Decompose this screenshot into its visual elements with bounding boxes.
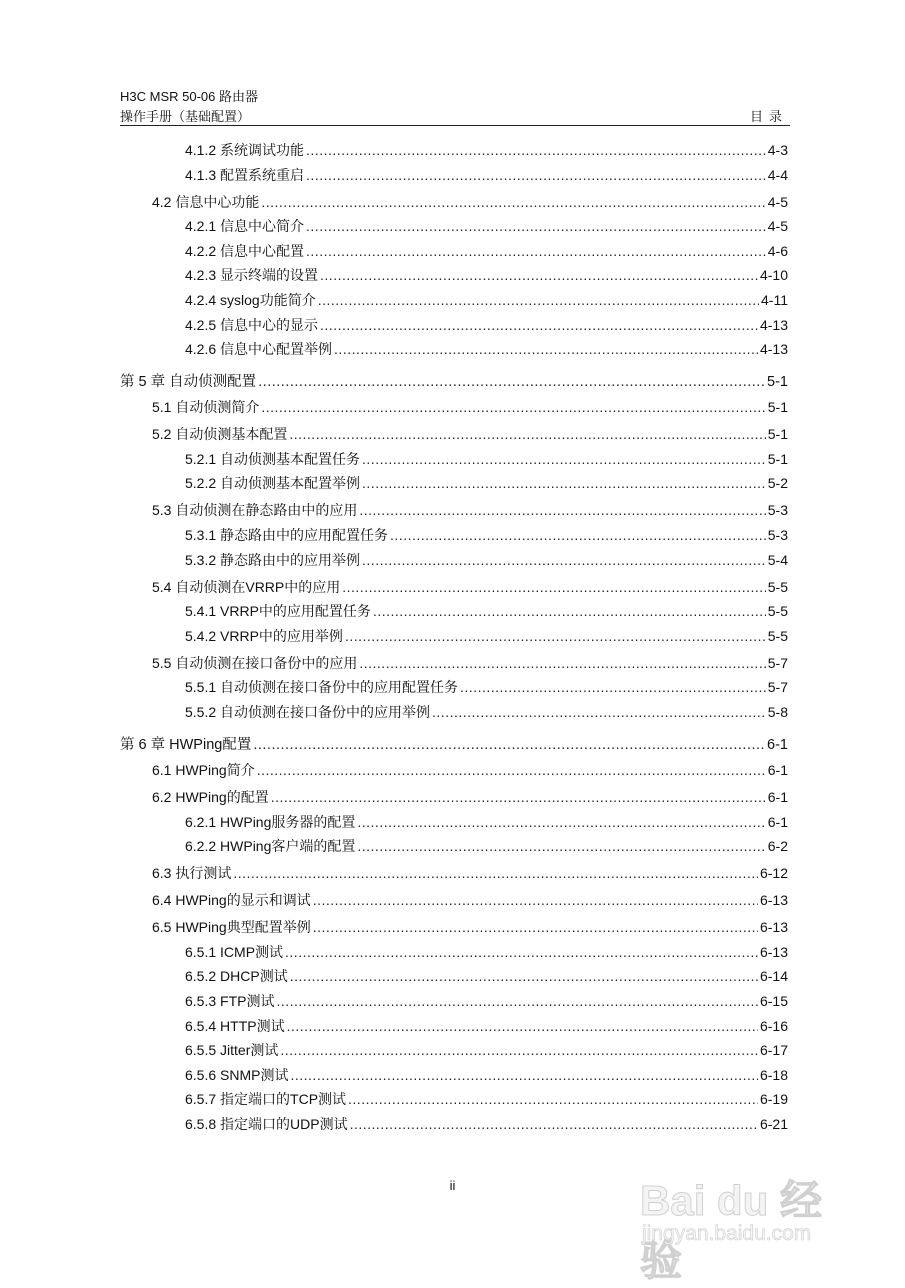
toc-entry-title: 4.2.1 信息中心简介 bbox=[185, 218, 305, 235]
toc-leader-dots bbox=[306, 167, 766, 183]
toc-entry-page: 4-4 bbox=[767, 166, 788, 183]
toc-entry-page: 5-5 bbox=[767, 578, 788, 595]
toc-entry-title: 5.3.2 静态路由中的应用举例 bbox=[185, 551, 361, 568]
toc-leader-dots bbox=[257, 762, 766, 778]
toc-entry[interactable] bbox=[185, 473, 788, 493]
toc-leader-dots bbox=[390, 527, 766, 543]
toc-entry-title: 6.2 HWPing的配置 bbox=[152, 789, 269, 805]
toc-entry-page: 5-7 bbox=[767, 679, 788, 696]
toc-entry-title: 5.4 自动侦测在VRRP中的应用 bbox=[152, 578, 341, 595]
toc-entry-page: 6-21 bbox=[759, 1116, 788, 1132]
toc-entry-title: 4.1.3 配置系统重启 bbox=[185, 166, 305, 183]
toc-entry-title: 4.2 信息中心功能 bbox=[152, 193, 260, 210]
toc-entry-title: 5.5.1 自动侦测在接口备份中的应用配置任务 bbox=[185, 679, 459, 696]
header-rule bbox=[120, 125, 790, 126]
toc-entry-page: 6-13 bbox=[759, 919, 788, 936]
toc-leader-dots bbox=[290, 968, 758, 984]
toc-entry-title: 4.2.6 信息中心配置举例 bbox=[185, 341, 333, 358]
toc-leader-dots bbox=[432, 704, 766, 720]
toc-leader-dots bbox=[313, 919, 758, 935]
toc-entry-page: 6-12 bbox=[759, 865, 788, 882]
toc-entry-title: 6.5.4 HTTP测试 bbox=[185, 1017, 285, 1034]
toc-entry-title: 6.5.5 Jitter测试 bbox=[185, 1042, 279, 1059]
toc-entry-page: 6-13 bbox=[759, 943, 788, 960]
toc-entry-page: 6-19 bbox=[759, 1091, 788, 1108]
header-product: H3C MSR 50-06 路由器 bbox=[120, 89, 258, 104]
header-manual: 操作手册（基础配置） bbox=[120, 109, 251, 124]
toc-leader-dots bbox=[359, 502, 765, 518]
toc-entry-title: 6.4 HWPing的显示和调试 bbox=[152, 892, 311, 909]
toc-entry-page: 6-17 bbox=[759, 1042, 788, 1059]
toc-entry-title: 6.5.6 SNMP测试 bbox=[185, 1066, 289, 1083]
toc-entry-page: 5-3 bbox=[767, 502, 788, 519]
toc-entry-page: 4-13 bbox=[759, 341, 788, 358]
toc-leader-dots bbox=[306, 243, 766, 259]
toc-entry-title: 5.2.1 自动侦测基本配置任务 bbox=[185, 450, 361, 467]
toc-entry-title: 5.5.2 自动侦测在接口备份中的应用举例 bbox=[185, 704, 431, 720]
toc-entry-page: 4-13 bbox=[759, 316, 788, 333]
toc-entry-page: 5-3 bbox=[767, 527, 788, 543]
toc-leader-dots bbox=[233, 865, 758, 881]
toc-entry-title: 6.3 执行测试 bbox=[152, 865, 232, 882]
toc-entry-title: 5.3.1 静态路由中的应用配置任务 bbox=[185, 527, 389, 543]
toc-entry-page: 6-1 bbox=[767, 762, 788, 778]
toc-entry-page: 4-3 bbox=[767, 142, 788, 158]
toc-entry[interactable] bbox=[152, 397, 788, 417]
toc-entry-title: 5.4.2 VRRP中的应用举例 bbox=[185, 627, 343, 644]
toc-entry-title: 6.5 HWPing典型配置举例 bbox=[152, 919, 311, 936]
toc-entry[interactable] bbox=[152, 890, 788, 910]
toc-leader-dots bbox=[258, 374, 765, 390]
toc-entry-title: 5.3 自动侦测在静态路由中的应用 bbox=[152, 502, 358, 519]
baidu-watermark-logo: Bai du 经验 jingyan.baidu.com bbox=[640, 1177, 823, 1284]
toc-entry[interactable] bbox=[152, 500, 788, 520]
page-number: ii bbox=[449, 1178, 456, 1193]
toc-leader-dots bbox=[290, 1067, 757, 1083]
toc-entry-title: 5.1 自动侦测简介 bbox=[152, 399, 260, 416]
toc-entry[interactable] bbox=[152, 863, 788, 883]
toc-entry[interactable] bbox=[185, 140, 788, 160]
toc-entry[interactable] bbox=[185, 991, 788, 1011]
toc-entry-page: 5-2 bbox=[767, 475, 788, 492]
toc-entry-title: 6.1 HWPing简介 bbox=[152, 762, 255, 778]
toc-entry-page: 6-18 bbox=[759, 1066, 788, 1083]
toc-entry[interactable] bbox=[185, 449, 788, 469]
toc-entry-page: 4-6 bbox=[767, 242, 788, 259]
toc-entry[interactable] bbox=[185, 315, 788, 335]
toc-leader-dots bbox=[357, 814, 765, 830]
toc-entry[interactable] bbox=[152, 653, 788, 673]
toc-entry-title: 5.5 自动侦测在接口备份中的应用 bbox=[152, 654, 358, 671]
toc-entry-title: 5.2.2 自动侦测基本配置举例 bbox=[185, 475, 361, 492]
toc-leader-dots bbox=[460, 679, 766, 695]
toc-entry-page: 5-1 bbox=[767, 399, 788, 416]
toc-entry-page: 5-4 bbox=[767, 551, 788, 568]
toc-entry-page: 6-1 bbox=[767, 813, 788, 830]
toc-leader-dots bbox=[362, 475, 766, 491]
toc-entry-page: 5-5 bbox=[767, 603, 788, 620]
toc-leader-dots bbox=[285, 944, 758, 960]
toc-leader-dots bbox=[334, 341, 758, 357]
toc-leader-dots bbox=[289, 426, 765, 442]
toc-leader-dots bbox=[261, 194, 765, 210]
toc-entry-page: 4-11 bbox=[761, 292, 788, 308]
toc-entry[interactable] bbox=[185, 1089, 788, 1109]
toc-leader-dots bbox=[373, 603, 766, 619]
toc-leader-dots bbox=[362, 451, 766, 467]
toc-leader-dots bbox=[271, 789, 766, 805]
toc-leader-dots bbox=[342, 579, 766, 595]
toc-entry-page: 4-5 bbox=[767, 193, 788, 210]
toc-entry[interactable] bbox=[185, 966, 788, 986]
toc-entry-title: 4.2.4 syslog功能简介 bbox=[185, 292, 316, 308]
toc-entry-title: 6.5.7 指定端口的TCP测试 bbox=[185, 1091, 347, 1108]
toc-entry-title: 6.5.8 指定端口的UDP测试 bbox=[185, 1116, 348, 1132]
toc-entry[interactable] bbox=[185, 525, 788, 545]
toc-entry[interactable] bbox=[185, 1040, 788, 1060]
toc-leader-dots bbox=[357, 838, 765, 854]
toc-entry-title: 5.4.1 VRRP中的应用配置任务 bbox=[185, 603, 371, 620]
toc-leader-dots bbox=[359, 655, 765, 671]
toc-entry-page: 6-1 bbox=[767, 737, 788, 753]
toc-entry-page: 4-5 bbox=[767, 218, 788, 235]
toc-leader-dots bbox=[320, 317, 758, 333]
toc-chapter-entry[interactable] bbox=[120, 370, 788, 390]
toc-entry[interactable] bbox=[185, 290, 788, 310]
toc-entry-title: 第 6 章 HWPing配置 bbox=[120, 737, 252, 753]
toc-entry-page: 5-8 bbox=[767, 704, 788, 720]
toc-entry-page: 6-2 bbox=[767, 838, 788, 855]
toc-entry[interactable] bbox=[185, 165, 788, 185]
toc-leader-dots bbox=[306, 218, 766, 234]
toc-leader-dots bbox=[318, 292, 759, 308]
toc-leader-dots bbox=[280, 1042, 758, 1058]
toc-entry[interactable] bbox=[152, 577, 788, 597]
toc-leader-dots bbox=[276, 993, 758, 1009]
toc-leader-dots bbox=[253, 737, 765, 753]
toc-leader-dots bbox=[320, 267, 758, 283]
toc-leader-dots bbox=[287, 1018, 758, 1034]
toc-entry[interactable] bbox=[185, 1016, 788, 1036]
toc-entry[interactable] bbox=[185, 702, 788, 722]
toc-entry[interactable] bbox=[185, 550, 788, 570]
toc-leader-dots bbox=[345, 628, 766, 644]
toc-entry-title: 4.2.2 信息中心配置 bbox=[185, 242, 305, 259]
toc-entry[interactable] bbox=[185, 1065, 788, 1085]
toc-entry-title: 6.5.3 FTP测试 bbox=[185, 993, 275, 1009]
toc-entry[interactable] bbox=[185, 241, 788, 261]
toc-leader-dots bbox=[348, 1091, 758, 1107]
header-section: 目录 bbox=[749, 109, 788, 124]
toc-entry[interactable] bbox=[152, 192, 788, 212]
toc-entry-page: 6-14 bbox=[759, 968, 788, 985]
toc-entry[interactable] bbox=[185, 626, 788, 646]
toc-entry[interactable] bbox=[152, 760, 788, 780]
toc-entry[interactable] bbox=[152, 424, 788, 444]
toc-chapter-entry[interactable] bbox=[120, 733, 788, 753]
toc-entry[interactable] bbox=[185, 216, 788, 236]
toc-entry[interactable] bbox=[185, 339, 788, 359]
toc-leader-dots bbox=[306, 142, 766, 158]
toc-entry-page: 6-15 bbox=[759, 993, 788, 1009]
toc-entry-title: 6.2.2 HWPing客户端的配置 bbox=[185, 838, 356, 855]
toc-entry[interactable] bbox=[152, 787, 788, 807]
toc-leader-dots bbox=[313, 892, 758, 908]
toc-entry-title: 第 5 章 自动侦测配置 bbox=[120, 374, 257, 391]
toc-entry[interactable] bbox=[185, 836, 788, 856]
toc-entry[interactable] bbox=[152, 917, 788, 937]
toc-entry[interactable] bbox=[185, 812, 788, 832]
toc-entry-page: 4-10 bbox=[759, 267, 788, 284]
toc-entry-page: 5-1 bbox=[767, 374, 788, 391]
toc-entry-title: 6.5.2 DHCP测试 bbox=[185, 968, 288, 985]
toc-entry-title: 4.1.2 系统调试功能 bbox=[185, 142, 305, 158]
toc-leader-dots bbox=[261, 399, 765, 415]
toc-entry[interactable] bbox=[185, 1114, 788, 1134]
toc-entry-page: 6-1 bbox=[767, 789, 788, 805]
toc-entry-page: 5-1 bbox=[767, 426, 788, 443]
toc-entry-title: 6.5.1 ICMP测试 bbox=[185, 943, 284, 960]
toc-entry-title: 4.2.5 信息中心的显示 bbox=[185, 316, 319, 333]
toc-entry[interactable] bbox=[185, 942, 788, 962]
toc-entry-page: 5-5 bbox=[767, 627, 788, 644]
toc-entry-page: 6-13 bbox=[759, 892, 788, 909]
toc-entry-title: 6.2.1 HWPing服务器的配置 bbox=[185, 813, 356, 830]
toc-entry-page: 5-7 bbox=[767, 654, 788, 671]
toc-entry[interactable] bbox=[185, 677, 788, 697]
toc-entry-page: 5-1 bbox=[767, 450, 788, 467]
toc-entry-title: 4.2.3 显示终端的设置 bbox=[185, 267, 319, 284]
toc-entry-title: 5.2 自动侦测基本配置 bbox=[152, 426, 288, 443]
toc-entry[interactable] bbox=[185, 601, 788, 621]
toc-leader-dots bbox=[350, 1116, 758, 1132]
toc-entry-page: 6-16 bbox=[759, 1017, 788, 1034]
toc-leader-dots bbox=[362, 552, 766, 568]
toc-entry[interactable] bbox=[185, 265, 788, 285]
